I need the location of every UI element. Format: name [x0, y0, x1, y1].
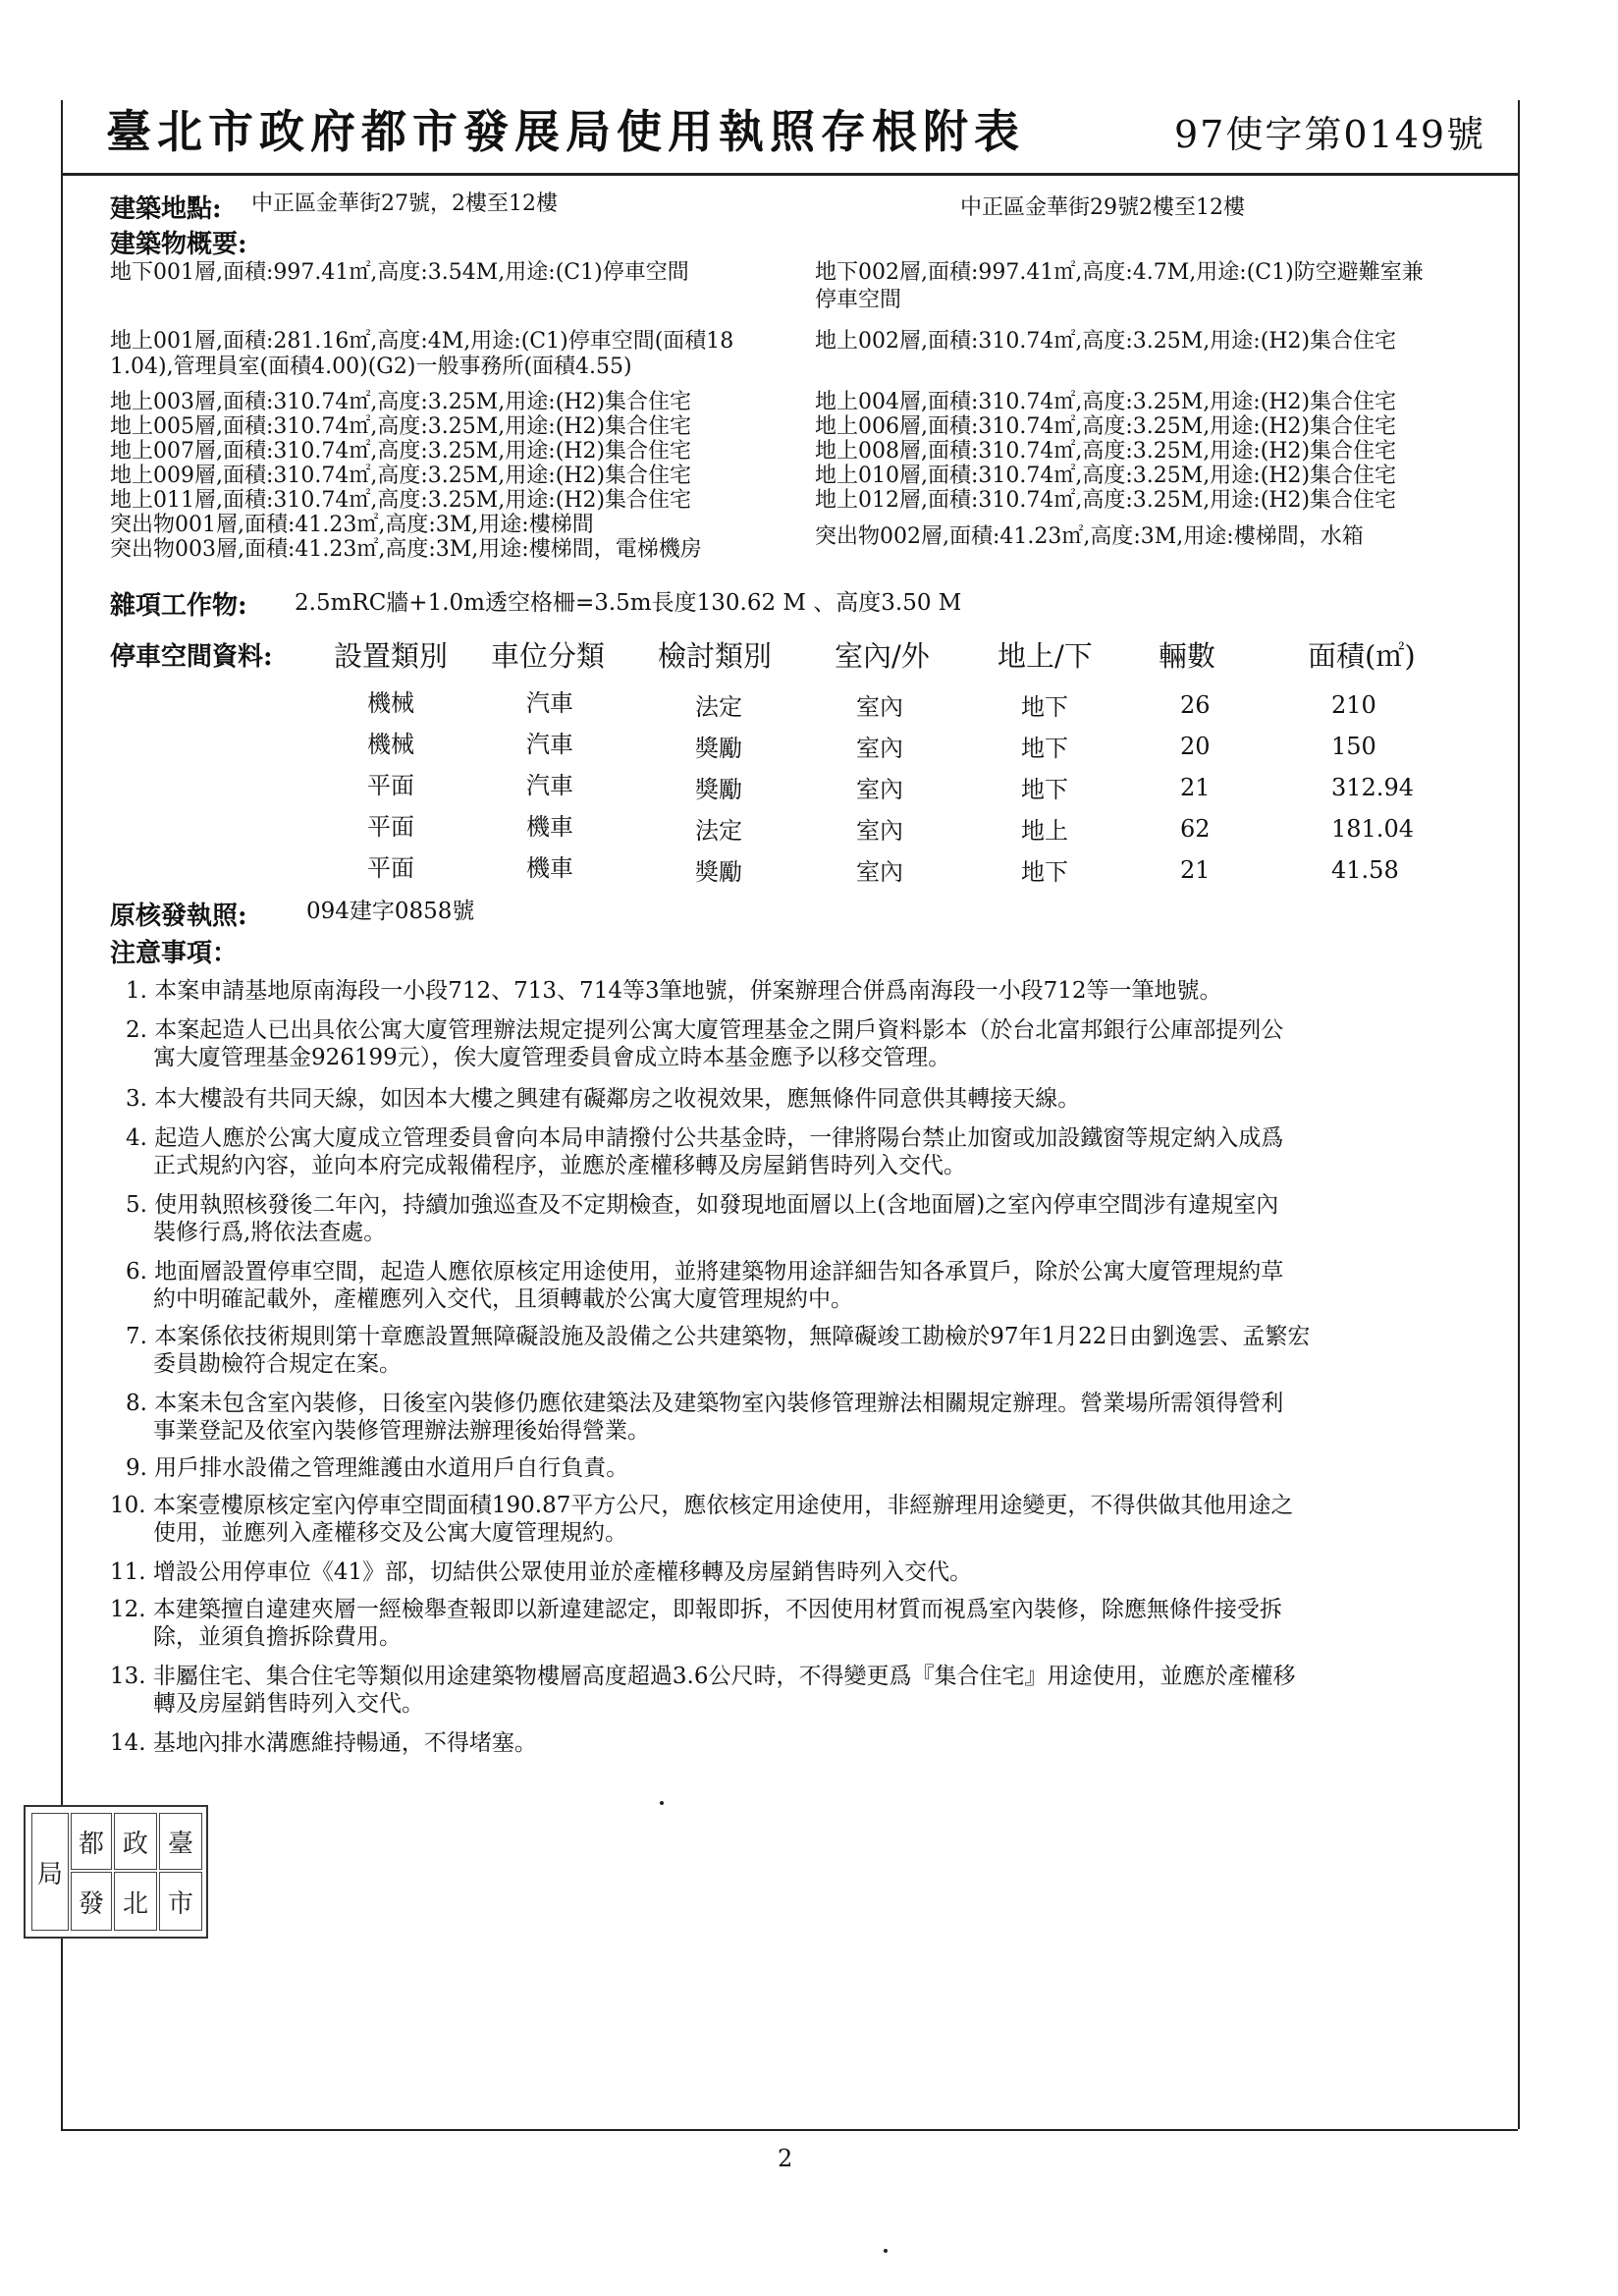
- seal-char: 都: [78, 1829, 104, 1859]
- parking-cell: 室內: [856, 817, 903, 845]
- parking-header: 設置類別: [334, 639, 449, 673]
- overview-left-line: 地上011層,面積:310.74㎡,高度:3.25M,用途:(H2)集合住宅: [110, 488, 692, 513]
- parking-cell: 室內: [856, 776, 903, 803]
- overview-left-line: 地上009層,面積:310.74㎡,高度:3.25M,用途:(H2)集合住宅: [110, 464, 692, 488]
- note-line: 事業登記及依室內裝修管理辦法辦理後始得營業。: [153, 1418, 650, 1444]
- parking-cell: 機械: [367, 731, 414, 758]
- note-line: 裝修行爲,將依法查處。: [153, 1220, 387, 1245]
- parking-header: 檢討類別: [658, 639, 773, 673]
- overview-right-line: 地下002層,面積:997.41㎡,高度:4.7M,用途:(C1)防空避難室兼: [815, 260, 1424, 285]
- seal-segment: [159, 1872, 202, 1931]
- parking-cell: 獎勵: [695, 776, 742, 803]
- note-line: 11. 增設公用停車位《41》部，切結供公眾使用並於產權移轉及房屋銷售時列入交代。: [110, 1559, 973, 1585]
- parking-cell: 室內: [856, 693, 903, 721]
- overview-left-line: 地下001層,面積:997.41㎡,高度:3.54M,用途:(C1)停車空間: [110, 260, 689, 285]
- original-permit-value: 094建字0858號: [306, 899, 475, 924]
- parking-cell: 地下: [1021, 735, 1068, 762]
- scan-speck: [884, 2249, 888, 2253]
- overview-left-line: 地上003層,面積:310.74㎡,高度:3.25M,用途:(H2)集合住宅: [110, 390, 692, 414]
- parking-header: 輛數: [1159, 639, 1216, 673]
- seal-segment: [71, 1813, 112, 1870]
- site-value-right: 中正區金華街29號2樓至12樓: [960, 195, 1245, 220]
- overview-right-line: 地上006層,面積:310.74㎡,高度:3.25M,用途:(H2)集合住宅: [815, 414, 1397, 439]
- notes-label: 注意事項：: [110, 939, 239, 968]
- note-line: 正式規約內容，並向本府完成報備程序，並應於產權移轉及房屋銷售時列入交代。: [153, 1153, 966, 1178]
- note-line: 2. 本案起造人已出具依公寓大廈管理辦法規定提列公寓大廈管理基金之開戶資料影本（於台北富邦銀行公庫部提列公: [126, 1017, 1284, 1043]
- document-title: 臺北市政府都市發展局使用執照存根附表: [106, 105, 1025, 158]
- overview-left-line: 地上001層,面積:281.16㎡,高度:4M,用途:(C1)停車空間(面積18: [110, 329, 734, 354]
- note-line: 除，並須負擔拆除費用。: [153, 1624, 402, 1650]
- parking-cell: 21: [1180, 774, 1211, 801]
- parking-cell: 地下: [1021, 693, 1068, 721]
- parking-header: 室內/外: [835, 639, 930, 673]
- seal-segment: [159, 1813, 202, 1870]
- overview-right-line: 地上010層,面積:310.74㎡,高度:3.25M,用途:(H2)集合住宅: [815, 464, 1397, 488]
- note-line: 7. 本案係依技術規則第十章應設置無障礙設施及設備之公共建築物，無障礙竣工勘檢於97年1月22日由劉逸雲、孟繁宏: [126, 1324, 1311, 1349]
- note-line: 13. 非屬住宅、集合住宅等類似用途建築物樓層高度超過3.6公尺時，不得變更爲『集合住宅』用途使用，並應於產權移: [110, 1664, 1296, 1689]
- parking-cell: 汽車: [526, 772, 573, 799]
- parking-cell: 汽車: [526, 731, 573, 758]
- parking-cell: 平面: [367, 813, 414, 841]
- official-seal-stamp: [24, 1805, 208, 1939]
- parking-header: 車位分類: [491, 639, 606, 673]
- title-rule: [61, 173, 1518, 176]
- site-value-left: 中正區金華街27號，2樓至12樓: [251, 191, 558, 216]
- overview-left-line: 地上007層,面積:310.74㎡,高度:3.25M,用途:(H2)集合住宅: [110, 439, 692, 464]
- seal-char: 北: [122, 1888, 148, 1919]
- seal-char: 臺: [167, 1829, 193, 1859]
- parking-cell: 210: [1331, 691, 1376, 719]
- parking-cell: 機車: [526, 813, 573, 841]
- misc-works-value: 2.5mRC牆+1.0m透空格柵=3.5m長度130.62 M 、高度3.50 M: [295, 590, 962, 616]
- parking-cell: 汽車: [526, 689, 573, 717]
- note-line: 10. 本案壹樓原核定室內停車空間面積190.87平方公尺，應依核定用途使用，非經辦理用途變更，不得供做其他用途之: [110, 1493, 1294, 1518]
- overview-right-line: 地上012層,面積:310.74㎡,高度:3.25M,用途:(H2)集合住宅: [815, 488, 1397, 513]
- seal-char: 市: [167, 1888, 193, 1919]
- parking-cell: 室內: [856, 735, 903, 762]
- note-line: 3. 本大樓設有共同天線，如因本大樓之興建有礙鄰房之收視效果，應無條件同意供其轉接天線。: [126, 1086, 1081, 1112]
- parking-cell: 20: [1180, 733, 1211, 760]
- parking-cell: 150: [1331, 733, 1376, 760]
- seal-char: 局: [36, 1859, 63, 1889]
- overview-left-line: 突出物001層,面積:41.23㎡,高度:3M,用途:樓梯間: [110, 513, 594, 537]
- parking-cell: 獎勵: [695, 735, 742, 762]
- note-line: 4. 起造人應於公寓大廈成立管理委員會向本局申請撥付公共基金時，一律將陽台禁止加窗或加設鐵窗等規定納入成爲: [126, 1125, 1284, 1151]
- overview-left-line: 突出物003層,面積:41.23㎡,高度:3M,用途:樓梯間，電梯機房: [110, 537, 702, 562]
- note-line: 寓大廈管理基金926199元），俟大廈管理委員會成立時本基金應予以移交管理。: [153, 1045, 951, 1070]
- note-line: 6. 地面層設置停車空間，起造人應依原核定用途使用，並將建築物用途詳細告知各承買戶，除於公寓大廈管理規約草: [126, 1259, 1284, 1285]
- note-line: 14. 基地內排水溝應維持暢通，不得堵塞。: [110, 1730, 537, 1756]
- note-line: 使用，並應列入產權移交及公寓大廈管理規約。: [153, 1520, 627, 1546]
- overview-right-line: 地上004層,面積:310.74㎡,高度:3.25M,用途:(H2)集合住宅: [815, 390, 1397, 414]
- parking-cell: 平面: [367, 772, 414, 799]
- parking-cell: 181.04: [1331, 815, 1414, 843]
- overview-right-line: 地上008層,面積:310.74㎡,高度:3.25M,用途:(H2)集合住宅: [815, 439, 1397, 464]
- original-permit-label: 原核發執照:: [110, 902, 247, 931]
- parking-header: 地上/下: [998, 639, 1093, 673]
- permit-number: 97使字第0149號: [1174, 113, 1486, 156]
- parking-cell: 地下: [1021, 776, 1068, 803]
- overview-left-line: 1.04),管理員室(面積4.00)(G2)一般事務所(面積4.55): [110, 355, 632, 379]
- parking-cell: 41.58: [1331, 856, 1399, 884]
- note-line: 9. 用戶排水設備之管理維護由水道用戶自行負責。: [126, 1455, 629, 1481]
- seal-char: 政: [122, 1829, 148, 1859]
- parking-cell: 機車: [526, 854, 573, 882]
- parking-cell: 機械: [367, 689, 414, 717]
- site-label: 建築地點:: [110, 194, 222, 224]
- parking-cell: 獎勵: [695, 858, 742, 886]
- note-line: 委員勘檢符合規定在案。: [153, 1351, 402, 1377]
- note-line: 12. 本建築擅自違建夾層一經檢舉查報即以新違建認定，即報即拆，不因使用材質而視爲室內裝修，除應無條件接受拆: [110, 1597, 1282, 1622]
- page-number: 2: [778, 2145, 793, 2172]
- seal-segment: [31, 1813, 69, 1931]
- overview-left-line: 地上005層,面積:310.74㎡,高度:3.25M,用途:(H2)集合住宅: [110, 414, 692, 439]
- note-line: 1. 本案申請基地原南海段一小段712、713、714等3筆地號，併案辦理合併爲南海段一小段712等一筆地號。: [126, 978, 1222, 1004]
- overview-right-line: 停車空間: [815, 288, 902, 312]
- bottom-rule: [61, 2129, 1518, 2131]
- parking-cell: 法定: [695, 693, 742, 721]
- note-line: 約中明確記載外，產權應列入交代，且須轉載於公寓大廈管理規約中。: [153, 1286, 853, 1312]
- parking-cell: 地下: [1021, 858, 1068, 886]
- note-line: 8. 本案未包含室內裝修，日後室內裝修仍應依建築法及建築物室內裝修管理辦法相關規定辦理。營業場所需領得營利: [126, 1391, 1284, 1416]
- seal-segment: [114, 1813, 157, 1870]
- parking-cell: 62: [1180, 815, 1211, 843]
- seal-segment: [71, 1872, 112, 1931]
- parking-cell: 26: [1180, 691, 1211, 719]
- seal-char: 發: [78, 1888, 104, 1919]
- overview-right-line: 突出物002層,面積:41.23㎡,高度:3M,用途:樓梯間，水箱: [815, 524, 1364, 549]
- seal-segment: [114, 1872, 157, 1931]
- parking-label: 停車空間資料:: [110, 642, 273, 672]
- parking-cell: 平面: [367, 854, 414, 882]
- parking-cell: 地上: [1021, 817, 1068, 845]
- parking-cell: 21: [1180, 856, 1211, 884]
- parking-cell: 室內: [856, 858, 903, 886]
- parking-header: 面積(㎡): [1308, 639, 1416, 673]
- parking-cell: 法定: [695, 817, 742, 845]
- overview-label: 建築物概要:: [110, 230, 247, 259]
- scan-speck: [660, 1801, 664, 1805]
- overview-right-line: 地上002層,面積:310.74㎡,高度:3.25M,用途:(H2)集合住宅: [815, 329, 1397, 354]
- note-line: 5. 使用執照核發後二年內，持續加強巡查及不定期檢查，如發現地面層以上(含地面層)之室內停車空間涉有違規室內: [126, 1192, 1279, 1218]
- note-line: 轉及房屋銷售時列入交代。: [153, 1691, 424, 1717]
- misc-works-label: 雜項工作物:: [110, 591, 247, 621]
- parking-cell: 312.94: [1331, 774, 1414, 801]
